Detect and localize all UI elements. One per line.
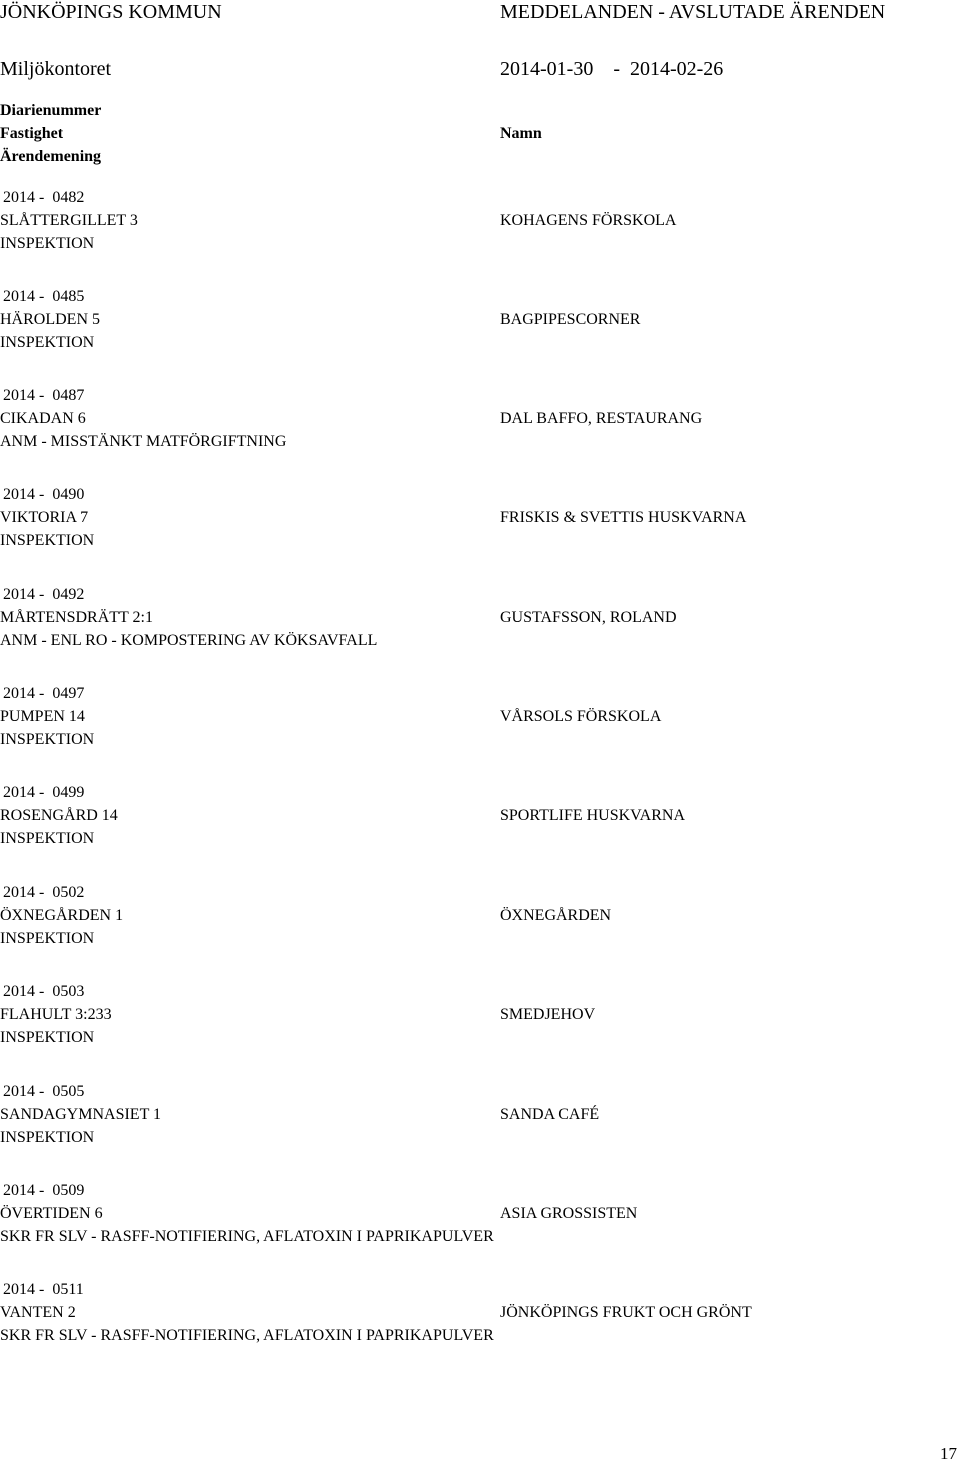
case-name: ASIA GROSSISTEN xyxy=(500,1205,638,1222)
case-entry xyxy=(0,881,960,956)
case-property: ÖXNEGÅRDEN 1 xyxy=(0,907,124,924)
case-entry xyxy=(0,1278,960,1353)
case-name: KOHAGENS FÖRSKOLA xyxy=(500,212,677,229)
case-subject: INSPEKTION xyxy=(0,532,95,549)
column-header-arendemening: Ärendemening xyxy=(0,148,102,165)
case-entry xyxy=(0,384,960,459)
case-number: 2014 - 0503 xyxy=(3,983,85,1000)
office-name: Miljökontoret xyxy=(0,58,112,80)
case-number: 2014 - 0490 xyxy=(3,486,85,503)
case-name: GUSTAFSSON, ROLAND xyxy=(500,609,677,626)
case-entry xyxy=(0,1179,960,1254)
case-subject: ANM - MISSTÄNKT MATFÖRGIFTNING xyxy=(0,433,287,450)
case-name: SANDA CAFÉ xyxy=(500,1106,600,1123)
case-number: 2014 - 0502 xyxy=(3,884,85,901)
case-property: SLÅTTERGILLET 3 xyxy=(0,212,138,229)
case-property: HÄROLDEN 5 xyxy=(0,311,100,328)
case-subject: INSPEKTION xyxy=(0,334,95,351)
case-number: 2014 - 0509 xyxy=(3,1182,85,1199)
case-subject: INSPEKTION xyxy=(0,235,95,252)
column-header-diarienummer: Diarienummer xyxy=(0,102,102,119)
case-property: ROSENGÅRD 14 xyxy=(0,807,118,824)
case-property: VANTEN 2 xyxy=(0,1304,76,1321)
report-title: MEDDELANDEN - AVSLUTADE ÄRENDEN xyxy=(500,1,886,23)
case-number: 2014 - 0485 xyxy=(3,288,85,305)
case-number: 2014 - 0497 xyxy=(3,685,85,702)
case-entry xyxy=(0,781,960,856)
case-property: MÅRTENSDRÄTT 2:1 xyxy=(0,609,153,626)
case-property: SANDAGYMNASIET 1 xyxy=(0,1106,162,1123)
column-header-fastighet: Fastighet xyxy=(0,125,64,142)
case-name: FRISKIS & SVETTIS HUSKVARNA xyxy=(500,509,747,526)
case-subject: INSPEKTION xyxy=(0,731,95,748)
case-entry xyxy=(0,583,960,658)
column-header-namn: Namn xyxy=(500,125,542,142)
case-entry xyxy=(0,483,960,558)
case-entry xyxy=(0,285,960,360)
case-entry xyxy=(0,682,960,757)
case-subject: SKR FR SLV - RASFF-NOTIFIERING, AFLATOXIN I PAPRIKAPULVER xyxy=(0,1228,494,1245)
case-number: 2014 - 0487 xyxy=(3,387,85,404)
case-property: VIKTORIA 7 xyxy=(0,509,89,526)
case-property: ÖVERTIDEN 6 xyxy=(0,1205,103,1222)
case-number: 2014 - 0492 xyxy=(3,586,85,603)
case-subject: INSPEKTION xyxy=(0,830,95,847)
case-name: ÖXNEGÅRDEN xyxy=(500,907,612,924)
case-name: SPORTLIFE HUSKVARNA xyxy=(500,807,685,824)
page-number: 17 xyxy=(940,1444,957,1463)
case-number: 2014 - 0505 xyxy=(3,1083,85,1100)
case-entry xyxy=(0,1080,960,1155)
case-subject: SKR FR SLV - RASFF-NOTIFIERING, AFLATOXIN I PAPRIKAPULVER xyxy=(0,1327,494,1344)
case-entry xyxy=(0,186,960,261)
case-name: DAL BAFFO, RESTAURANG xyxy=(500,410,703,427)
municipality-title: JÖNKÖPINGS KOMMUN xyxy=(0,1,222,23)
case-subject: ANM - ENL RO - KOMPOSTERING AV KÖKSAVFALL xyxy=(0,632,378,649)
case-number: 2014 - 0482 xyxy=(3,189,85,206)
report-period: 2014-01-30 - 2014-02-26 xyxy=(500,58,724,80)
case-subject: INSPEKTION xyxy=(0,1029,95,1046)
case-property: PUMPEN 14 xyxy=(0,708,85,725)
case-subject: INSPEKTION xyxy=(0,930,95,947)
case-name: SMEDJEHOV xyxy=(500,1006,596,1023)
case-number: 2014 - 0499 xyxy=(3,784,85,801)
case-entry xyxy=(0,980,960,1055)
case-property: FLAHULT 3:233 xyxy=(0,1006,112,1023)
case-property: CIKADAN 6 xyxy=(0,410,86,427)
case-number: 2014 - 0511 xyxy=(3,1281,84,1298)
column-headers-left xyxy=(0,99,101,168)
case-subject: INSPEKTION xyxy=(0,1129,95,1146)
case-name: BAGPIPESCORNER xyxy=(500,311,641,328)
case-name: VÅRSOLS FÖRSKOLA xyxy=(500,708,662,725)
case-name: JÖNKÖPINGS FRUKT OCH GRÖNT xyxy=(500,1304,752,1321)
